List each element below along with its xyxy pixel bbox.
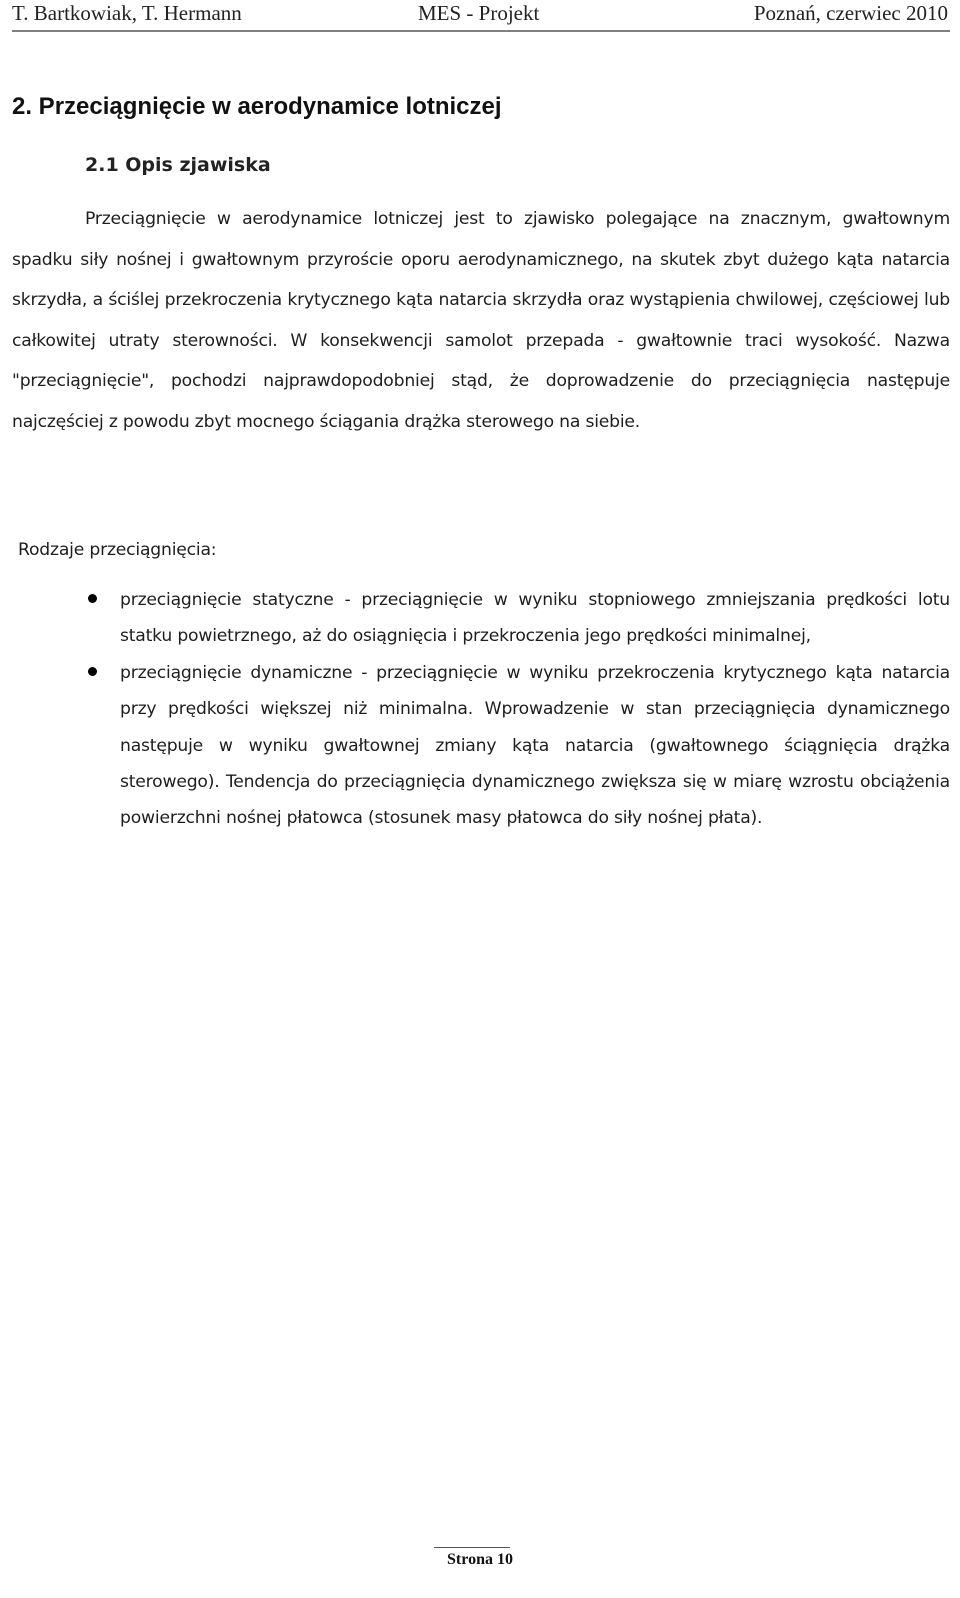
subsection-title: 2.1 Opis zjawiska [85,154,271,176]
description-paragraph: Przeciągnięcie w aerodynamice lotniczej jest to zjawisko polegające na znacznym, gwałtownym spadku siły nośnej i gwałtownym przyroście oporu aerodynamicznego, na skutek zbyt dużego kąta natarcia skrzydła, a ściślej przekroczenia krytycznego kąta natarcia skrzydła oraz wystąpienia chwilowej, częściowej lub całkowitej utraty sterowności. W konsekwencji samolot przepada - gwałtownie traci wysokość. Nazwa "przeciągnięcie", pochodzi najprawdopodobniej stąd, że doprowadzenie do przeciągnięcia następuje najczęściej z powodu zbyt mocnego ściągania drążka sterowego na siebie. [12,209,950,432]
stall-types-label: Rodzaje przeciągnięcia: [18,540,217,560]
page-footer [0,1547,960,1577]
footer-divider [434,1547,510,1548]
list-item-text: przeciągnięcie dynamiczne - przeciągnięcie w wyniku przekroczenia krytycznego kąta natarcia przy prędkości większej niż minimalna. Wprowadzenie w stan przeciągnięcia dynamicznego następuje w wyniku gwałtownej zmiany kąta natarcia (gwałtownego ściągnięcia drążka sterowego). Tendencja do przeciągnięcia dynamicznego zwiększa się w miarę wzrostu obciążenia powierzchni nośnej płatowca (stosunek masy płatowca do siły nośnej płata). [120,662,950,829]
bullet-icon [88,594,97,603]
header-project: MES - Projekt [418,1,540,25]
header-place-date: Poznań, czerwiec 2010 [753,1,948,25]
bullet-icon [88,667,97,676]
list-item-text: przeciągnięcie statyczne - przeciągnięcie w wyniku stopniowego zmniejszania prędkości lotu statku powietrznego, aż do osiągnięcia i przekroczenia jego prędkości minimalnej, [120,590,950,647]
header-authors: T. Bartkowiak, T. Hermann [12,1,242,25]
list-item [0,655,960,837]
page-number: Strona 10 [447,1551,513,1568]
list-item [0,582,960,655]
page-header [12,0,950,32]
stall-types-list [0,582,960,837]
section-title: 2. Przeciągnięcie w aerodynamice lotniczej [12,93,502,120]
